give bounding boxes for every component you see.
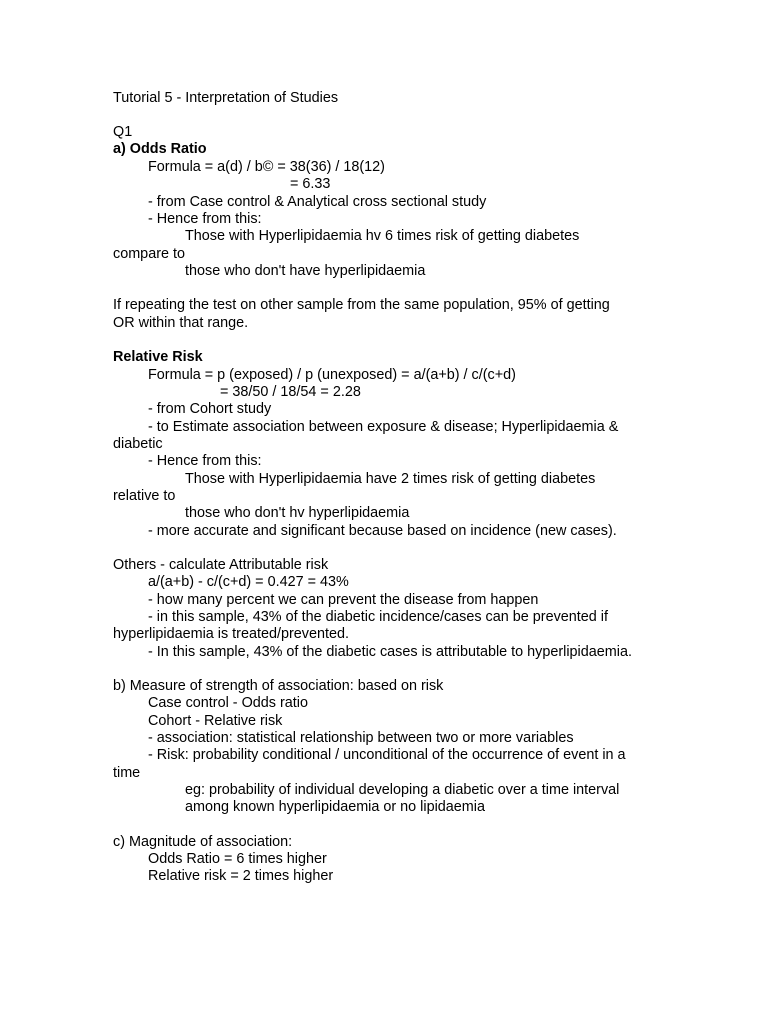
repeat-test-text-cont: OR within that range. <box>113 315 249 331</box>
strength-cohort: Cohort - Relative risk <box>148 713 283 729</box>
relative-risk-interpretation: Those with Hyperlipidaemia have 2 times risk of getting diabetes <box>185 471 596 487</box>
attributable-risk-point-1: - how many percent we can prevent the disease from happen <box>148 592 539 608</box>
attributable-risk-point-2: - in this sample, 43% of the diabetic incidence/cases can be prevented if <box>148 609 608 625</box>
strength-heading: b) Measure of strength of association: based on risk <box>113 678 444 694</box>
odds-ratio-formula: Formula = a(d) / b© = 38(36) / 18(12) <box>148 159 385 175</box>
relative-risk-hence: - Hence from this: <box>148 453 262 469</box>
relative-risk-heading: Relative Risk <box>113 349 203 365</box>
attributable-risk-point-2-cont: hyperlipidaemia is treated/prevented. <box>113 626 349 642</box>
strength-risk-cont: time <box>113 765 141 781</box>
attributable-risk-heading: Others - calculate Attributable risk <box>113 557 329 573</box>
magnitude-relative-risk: Relative risk = 2 times higher <box>148 868 334 884</box>
odds-ratio-interpretation: Those with Hyperlipidaemia hv 6 times risk of getting diabetes <box>185 228 580 244</box>
attributable-risk-formula: a/(a+b) - c/(c+d) = 0.427 = 43% <box>148 574 349 590</box>
relative-risk-interpretation-cont: relative to <box>113 488 176 504</box>
strength-risk: - Risk: probability conditional / unconditional of the occurrence of event in a <box>148 747 626 763</box>
odds-ratio-interpretation-cont: compare to <box>113 246 185 262</box>
strength-example: eg: probability of individual developing a diabetic over a time interval <box>185 782 620 798</box>
strength-case-control: Case control - Odds ratio <box>148 695 308 711</box>
document-title: Tutorial 5 - Interpretation of Studies <box>113 90 339 106</box>
strength-example-cont: among known hyperlipidaemia or no lipidaemia <box>185 799 485 815</box>
attributable-risk-point-3: - In this sample, 43% of the diabetic cases is attributable to hyperlipidaemia. <box>148 644 632 660</box>
question-label: Q1 <box>113 124 133 140</box>
relative-risk-result: = 38/50 / 18/54 = 2.28 <box>220 384 361 400</box>
strength-association: - association: statistical relationship between two or more variables <box>148 730 574 746</box>
relative-risk-source: - from Cohort study <box>148 401 272 417</box>
odds-ratio-result: = 6.33 <box>290 176 331 192</box>
odds-ratio-heading: a) Odds Ratio <box>113 141 207 157</box>
relative-risk-interpretation-end: those who don't hv hyperlipidaemia <box>185 505 410 521</box>
odds-ratio-interpretation-end: those who don't have hyperlipidaemia <box>185 263 426 279</box>
odds-ratio-hence: - Hence from this: <box>148 211 262 227</box>
repeat-test-text: If repeating the test on other sample from the same population, 95% of getting <box>113 297 610 313</box>
relative-risk-estimate: - to Estimate association between exposure & disease; Hyperlipidaemia & <box>148 419 619 435</box>
magnitude-heading: c) Magnitude of association: <box>113 834 293 850</box>
odds-ratio-source: - from Case control & Analytical cross sectional study <box>148 194 487 210</box>
relative-risk-formula: Formula = p (exposed) / p (unexposed) = a/(a+b) / c/(c+d) <box>148 367 516 383</box>
relative-risk-estimate-cont: diabetic <box>113 436 163 452</box>
relative-risk-accuracy: - more accurate and significant because based on incidence (new cases). <box>148 523 617 539</box>
magnitude-odds-ratio: Odds Ratio = 6 times higher <box>148 851 327 867</box>
